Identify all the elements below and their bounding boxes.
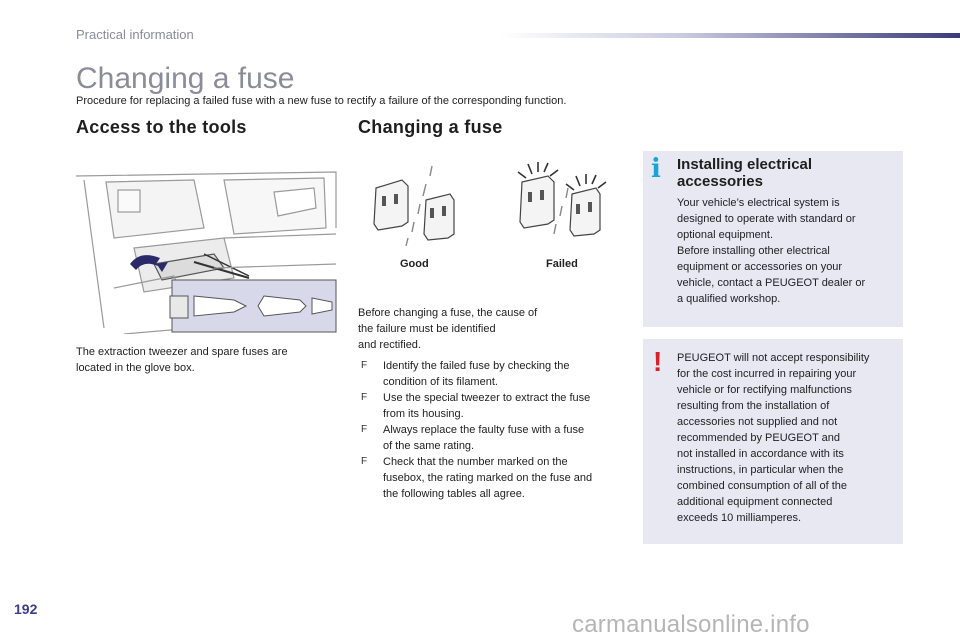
bullet-icon: F: [361, 424, 368, 435]
tools-heading: Access to the tools: [76, 117, 247, 137]
good-fuses-illustration: [368, 160, 468, 248]
failed-fuses-illustration: [512, 160, 612, 248]
good-label: Good: [400, 258, 429, 270]
page-number: 192: [14, 601, 38, 617]
list-item: F Identify the failed fuse by checking the condition of its filament.: [361, 360, 570, 388]
info-icon: i: [651, 154, 661, 184]
watermark: carmanualsonline.info: [572, 611, 810, 638]
warning-icon: !: [653, 346, 663, 377]
bullet-icon: F: [361, 456, 368, 467]
intro-text: Procedure for replacing a failed fuse with a new fuse to rectify a failure of the corresponding function.: [76, 95, 567, 107]
glove-box-illustration: [74, 168, 340, 334]
warning-text: PEUGEOT will not accept responsibility for the cost incurred in repairing your vehicle or for rectifying malfunctions resulting from the installation of accessories not supplied and not recommended by PEUGEOT and not installed in accordance with its instructions, in particular when the combined consumption of all of the additional equipment connected exceeds 10 milliamperes.: [677, 352, 870, 524]
list-item: F Always replace the faulty fuse with a fuse of the same rating.: [361, 424, 585, 452]
page-title: Changing a fuse: [76, 62, 295, 95]
list-item: F Use the special tweezer to extract the fuse from its housing.: [361, 392, 591, 420]
tools-caption: The extraction tweezer and spare fuses are located in the glove box.: [76, 346, 288, 374]
changing-heading: Changing a fuse: [358, 117, 503, 137]
list-item: F Check that the number marked on the fusebox, the rating marked on the fuse and the following tables all agree.: [361, 456, 593, 500]
section-label: Practical information: [76, 27, 194, 42]
failed-label: Failed: [546, 258, 578, 270]
fuse-steps-list: [361, 358, 623, 502]
before-changing-text: Before changing a fuse, the cause of the failure must be identified and rectified.: [358, 307, 538, 351]
header-gradient-bar: [500, 33, 960, 38]
info-text: Your vehicle’s electrical system is designed to operate with standard or optional equipment. Before installing other electrical equipment or accessories on your vehicle, contact a PEUGEOT dealer or a qualified workshop.: [677, 197, 866, 305]
bullet-icon: F: [361, 360, 368, 371]
bullet-icon: F: [361, 392, 368, 403]
info-title: Installing electrical accessories: [677, 156, 813, 190]
